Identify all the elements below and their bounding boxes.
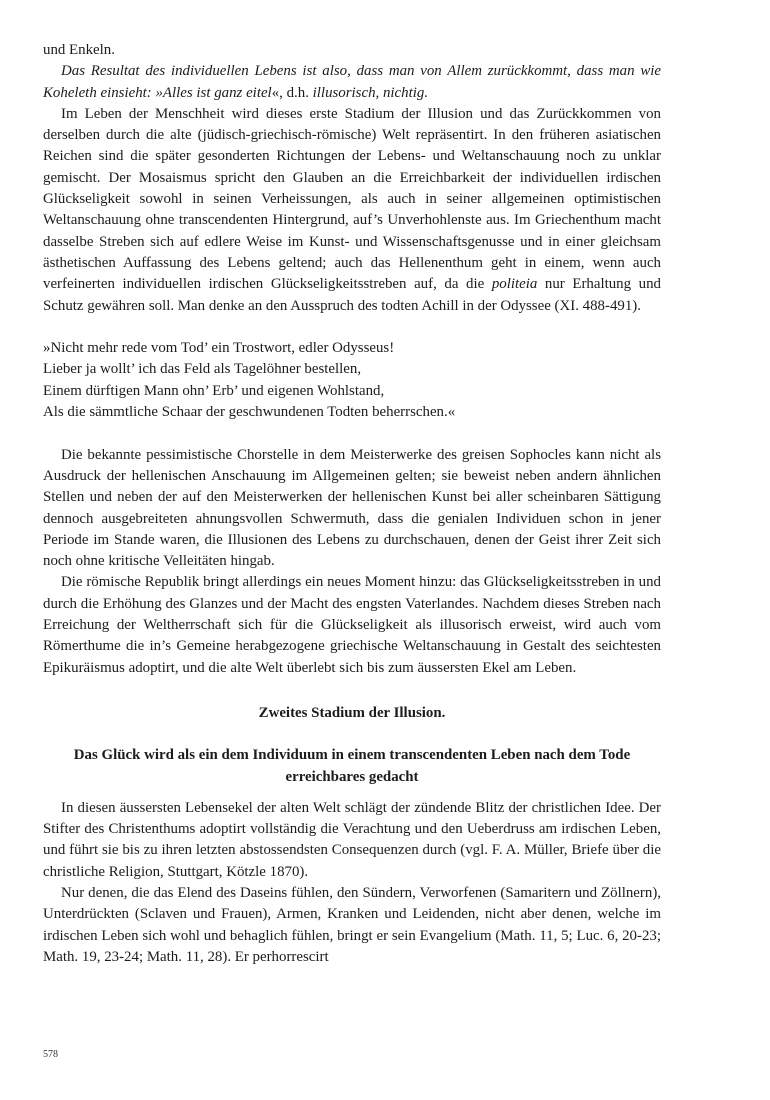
paragraph: Die bekannte pessimistische Chorstelle in dem Meisterwerke des greisen Sophocles kann nicht als Ausdruck der hellenischen Anschauung im Allgemeinen gelten; sie beweist neben andern ähnlichen Stellen und neben der auf den Meisterwerken der hellenischen Kunst bei aller scheinbaren Sättigung dennoch ausgebreiteten ahnungsvollen Schwermuth, dass die genialen Individuen schon in jener Periode im Stande waren, die Illusionen des Lebens zu durchschauen, denen der Geist ihrer Zeit sich noch ohne kritische Velleitäten hingab. — [43, 446, 661, 570]
page-number: 578 — [43, 1049, 58, 1060]
section-heading: Zweites Stadium der Illusion. — [258, 704, 446, 721]
paragraph: In diesen äussersten Lebensekel der alten Welt schlägt der zündende Blitz der christlichen Idee. Der Stifter des Christenthums adoptirt vollständig die Verachtung und den Ueberdruss am irdischen Leben, und führt sie bis zu ihren letzten abstossendsten Consequenzen durch (vgl. F. A. Müller, Briefe über die christliche Religion, Stuttgart, Kötzle 1870). — [43, 799, 661, 880]
text: Im Leben der Menschheit wird dieses erste Stadium der Illusion und das Zurückkommen von derselben durch die alte (jüdisch-griechisch-römische) Welt repräsentirt. In den früheren asiatischen Reichen sind die später gesonderten Richtungen der Lebens- und Weltanschauung noch zu unklar gemischt. Der Mosaismus spricht den Glauben an die Erreichbarkeit der individuellen irdischen Glückseligkeit sowohl in seinen Verheissungen, als auch in seiner allgemeinen optimistischen Weltanschauung ohne transcendenten Hintergrund, auf’s Unverhohlenste aus. Im Griechenthum macht dasselbe Streben sich auf edlere Weise im Kunst- und Wissenschaftsgenusse und in einer gleichsam ästhetischen Auffassung des Lebens geltend; auch das Hellenenthum geht in einem, wenn auch verfeinerten individuellen irdischen Glückseligkeitsstreben auf, da die — [43, 105, 661, 293]
paragraph — [43, 61, 661, 104]
text: «, d.h. — [271, 84, 313, 101]
paragraph: und Enkeln. — [43, 42, 115, 58]
verse-line: Einem dürftigen Mann ohn’ Erb’ und eigenen Wohlstand, — [43, 382, 385, 399]
paragraph — [43, 104, 661, 317]
paragraph: Nur denen, die das Elend des Daseins fühlen, den Sündern, Verworfenen (Samaritern und Zöllnern), Unterdrückten (Sclaven und Frauen), Armen, Kranken und Leidenden, nicht aber denen, welche im irdischen Leben sich wohl und behaglich fühlen, bringt er sein Evangelium (Math. 11, 5; Luc. 6, 20-23; Math. 19, 23-24; Math. 11, 28). Er perhorrescirt — [43, 884, 661, 965]
text: nur Erhaltung und Schutz gewähren soll. Man denke an den Ausspruch des todten Achill in der Odyssee (XI. 488-491). — [43, 276, 661, 314]
verse-line: Lieber ja wollt’ ich das Feld als Tagelöhner bestellen, — [43, 361, 362, 378]
paragraph: Die römische Republik bringt allerdings ein neues Moment hinzu: das Glückseligkeitsstreben in und durch die Erhöhung des Glanzes und der Macht des engsten Vaterlandes. Nachdem dieses Streben nach Erreichung der Weltherrschaft sich für die Glückseligkeit als illusorisch erweist, wird auch vom Römerthume die in’s Gemeine herabgezogene griechische Weltanschauung in Gestalt des seichtesten Epikuräismus adoptirt, und die alte Welt überlebt sich bis zum äussersten Ekel am Leben. — [43, 574, 661, 676]
verse-line: Als die sämmtliche Schaar der geschwundenen Todten beherrschen.« — [43, 404, 456, 421]
italic-text: illusorisch, nichtig. — [312, 84, 429, 101]
verse-line: »Nicht mehr rede vom Tod’ ein Trostwort, edler Odysseus! — [43, 340, 395, 357]
section-subheading: Das Glück wird als ein dem Individuum in einem transcendenten Leben nach dem Tode erreichbares gedacht — [73, 747, 631, 785]
italic-text: politeia — [491, 276, 538, 293]
italic-text: Das Resultat des individuellen Lebens ist also, dass man von Allem zurückkommt, dass man wie Koheleth einsieht: »Alles ist ganz eitel — [43, 63, 661, 101]
page-body — [43, 40, 661, 968]
verse-quote — [43, 338, 661, 423]
